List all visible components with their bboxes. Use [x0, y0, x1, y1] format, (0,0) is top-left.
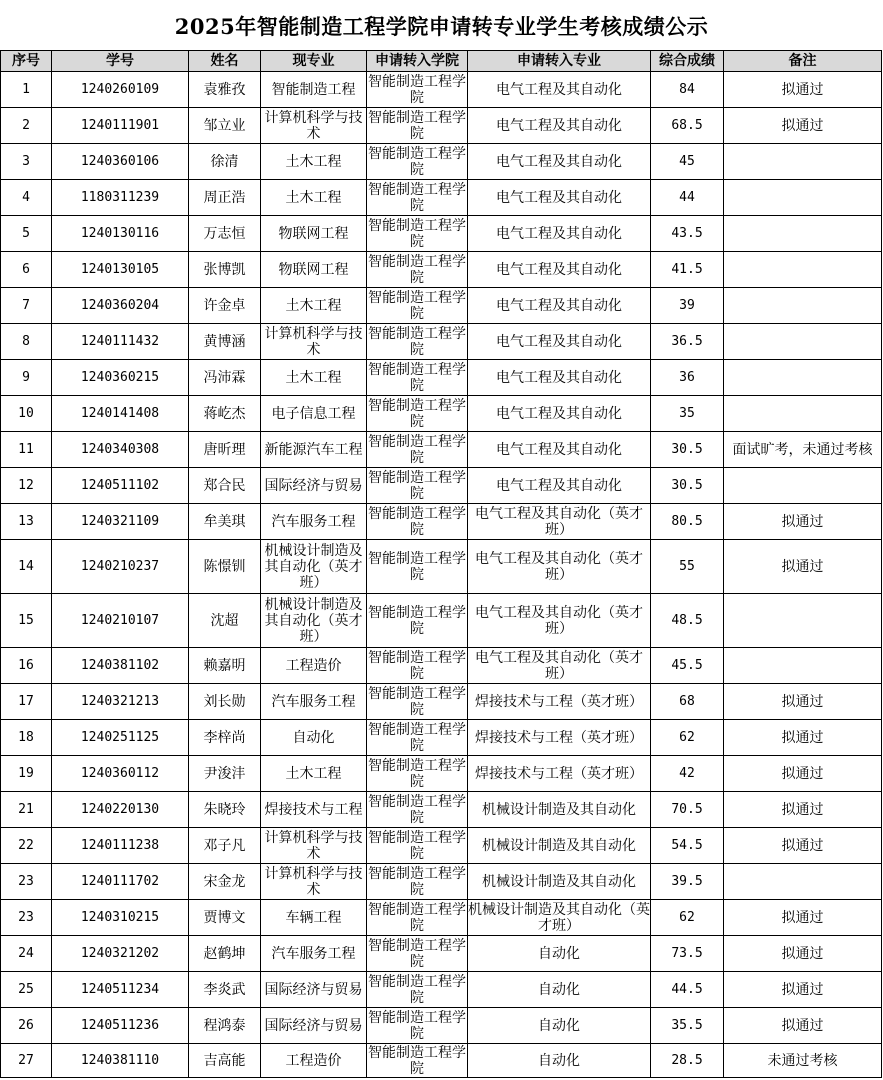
cell-target-college: 智能制造工程学院: [368, 253, 466, 286]
cell-no: 9: [1, 360, 52, 396]
cell-target-major: 焊接技术与工程（英才班）: [468, 684, 651, 720]
table-row: [1, 72, 882, 108]
cell-current-major: 车辆工程: [261, 900, 367, 936]
cell-student-id: 1240260109: [52, 72, 189, 108]
cell-student-id: 1240130116: [52, 216, 189, 252]
cell-target-major: 电气工程及其自动化: [468, 324, 651, 360]
cell-target-college: 智能制造工程学院: [368, 901, 466, 934]
cell-target-college: 智能制造工程学院: [368, 793, 466, 826]
cell-no: 14: [1, 540, 52, 594]
cell-current-major: 汽车服务工程: [261, 684, 367, 720]
cell-note: 拟通过: [724, 900, 882, 936]
cell-score: 73.5: [651, 936, 724, 972]
cell-name: 唐昕理: [189, 432, 261, 468]
cell-student-id: 1240130105: [52, 252, 189, 288]
cell-target-college: 智能制造工程学院: [368, 865, 466, 898]
cell-student-id: 1240111702: [52, 864, 189, 900]
cell-target-major: 电气工程及其自动化: [468, 180, 651, 216]
table-row: [1, 648, 882, 684]
cell-name: 蒋屹杰: [189, 396, 261, 432]
cell-current-major: 计算机科学与技术: [261, 324, 367, 360]
cell-name: 朱晓玲: [189, 792, 261, 828]
cell-current-major: 土木工程: [261, 288, 367, 324]
cell-score: 45.5: [651, 648, 724, 684]
cell-name: 陈憬钏: [189, 540, 261, 594]
cell-current-major: 工程造价: [261, 1044, 367, 1078]
cell-student-id: 1240220130: [52, 792, 189, 828]
cell-student-id: 1240310215: [52, 900, 189, 936]
cell-no: 21: [1, 792, 52, 828]
cell-current-major: 汽车服务工程: [261, 936, 367, 972]
cell-student-id: 1240111238: [52, 828, 189, 864]
cell-score: 62: [651, 720, 724, 756]
cell-note: [724, 648, 882, 684]
cell-name: 袁雅孜: [189, 72, 261, 108]
cell-student-id: 1240210237: [52, 540, 189, 594]
cell-student-id: 1240381110: [52, 1044, 189, 1078]
cell-current-major: 汽车服务工程: [261, 504, 367, 540]
cell-score: 54.5: [651, 828, 724, 864]
cell-target-college: 智能制造工程学院: [368, 361, 466, 394]
cell-current-major: 土木工程: [261, 756, 367, 792]
col-header-note: 备注: [724, 51, 882, 72]
cell-no: 26: [1, 1008, 52, 1044]
cell-note: [724, 216, 882, 252]
cell-note: 拟通过: [724, 828, 882, 864]
results-table: [0, 50, 882, 1078]
cell-current-major: 土木工程: [261, 180, 367, 216]
cell-note: [724, 180, 882, 216]
cell-name: 张博凯: [189, 252, 261, 288]
cell-score: 36.5: [651, 324, 724, 360]
header-row: [1, 51, 882, 72]
cell-student-id: 1240511102: [52, 468, 189, 504]
cell-note: 拟通过: [724, 1008, 882, 1044]
cell-name: 郑合民: [189, 468, 261, 504]
cell-current-major: 土木工程: [261, 144, 367, 180]
table-row: [1, 864, 882, 900]
cell-no: 23: [1, 900, 52, 936]
table-row: [1, 180, 882, 216]
cell-student-id: 1240360215: [52, 360, 189, 396]
cell-note: [724, 468, 882, 504]
cell-target-college: 智能制造工程学院: [368, 145, 466, 178]
cell-name: 黄博涵: [189, 324, 261, 360]
cell-current-major: 机械设计制造及其自动化（英才班）: [261, 540, 367, 594]
cell-name: 赵鹤坤: [189, 936, 261, 972]
cell-no: 6: [1, 252, 52, 288]
cell-student-id: 1240141408: [52, 396, 189, 432]
table-row: [1, 288, 882, 324]
cell-target-college: 智能制造工程学院: [368, 1009, 466, 1042]
cell-target-college: 智能制造工程学院: [368, 217, 466, 250]
cell-target-major: 自动化: [468, 936, 651, 972]
table-row: [1, 504, 882, 540]
cell-current-major: 国际经济与贸易: [261, 972, 367, 1008]
cell-target-major: 焊接技术与工程（英才班）: [468, 720, 651, 756]
cell-student-id: 1240381102: [52, 648, 189, 684]
cell-target-major: 电气工程及其自动化（英才班）: [468, 594, 651, 648]
cell-score: 45: [651, 144, 724, 180]
table-row: [1, 144, 882, 180]
cell-score: 80.5: [651, 504, 724, 540]
cell-target-college: 智能制造工程学院: [368, 325, 466, 358]
cell-target-major: 电气工程及其自动化: [468, 108, 651, 144]
cell-target-major: 电气工程及其自动化: [468, 288, 651, 324]
cell-target-college: 智能制造工程学院: [368, 649, 466, 682]
cell-name: 沈超: [189, 594, 261, 648]
cell-score: 55: [651, 540, 724, 594]
cell-note: [724, 288, 882, 324]
table-row: [1, 396, 882, 432]
cell-target-major: 自动化: [468, 1008, 651, 1044]
cell-target-major: 电气工程及其自动化: [468, 396, 651, 432]
cell-current-major: 物联网工程: [261, 252, 367, 288]
cell-current-major: 新能源汽车工程: [261, 432, 367, 468]
cell-no: 3: [1, 144, 52, 180]
col-header-id: 学号: [52, 51, 189, 72]
cell-score: 68: [651, 684, 724, 720]
cell-name: 李梓尚: [189, 720, 261, 756]
cell-note: 拟通过: [724, 792, 882, 828]
cell-target-college: 智能制造工程学院: [368, 1044, 466, 1077]
col-header-major: 现专业: [261, 51, 367, 72]
cell-name: 邓子凡: [189, 828, 261, 864]
cell-target-major: 电气工程及其自动化: [468, 432, 651, 468]
cell-target-college: 智能制造工程学院: [368, 433, 466, 466]
cell-no: 24: [1, 936, 52, 972]
cell-note: 拟通过: [724, 540, 882, 594]
cell-current-major: 计算机科学与技术: [261, 108, 367, 144]
cell-score: 35.5: [651, 1008, 724, 1044]
cell-target-major: 机械设计制造及其自动化（英才班）: [468, 901, 650, 934]
cell-target-college: 智能制造工程学院: [368, 181, 466, 214]
cell-score: 68.5: [651, 108, 724, 144]
cell-current-major: 焊接技术与工程: [261, 792, 367, 828]
cell-target-college: 智能制造工程学院: [368, 829, 466, 862]
cell-note: 拟通过: [724, 936, 882, 972]
cell-no: 19: [1, 756, 52, 792]
cell-note: 拟通过: [724, 504, 882, 540]
cell-name: 尹浚沣: [189, 756, 261, 792]
cell-score: 43.5: [651, 216, 724, 252]
cell-note: [724, 594, 882, 648]
cell-score: 62: [651, 900, 724, 936]
table-row: [1, 756, 882, 792]
cell-no: 11: [1, 432, 52, 468]
cell-student-id: 1240321202: [52, 936, 189, 972]
table-row: [1, 432, 882, 468]
cell-no: 1: [1, 72, 52, 108]
cell-note: [724, 324, 882, 360]
cell-name: 贾博文: [189, 900, 261, 936]
cell-target-major: 自动化: [468, 1044, 651, 1078]
cell-score: 44: [651, 180, 724, 216]
cell-name: 吉高能: [189, 1044, 261, 1078]
table-row: [1, 324, 882, 360]
cell-note: 拟通过: [724, 972, 882, 1008]
cell-current-major: 机械设计制造及其自动化（英才班）: [261, 594, 367, 648]
cell-note: 未通过考核: [724, 1044, 882, 1078]
cell-no: 10: [1, 396, 52, 432]
cell-name: 程鸿泰: [189, 1008, 261, 1044]
cell-student-id: 1240111432: [52, 324, 189, 360]
cell-score: 28.5: [651, 1044, 724, 1078]
col-header-name: 姓名: [189, 51, 261, 72]
cell-no: 8: [1, 324, 52, 360]
table-row: [1, 720, 882, 756]
cell-name: 许金卓: [189, 288, 261, 324]
table-row: [1, 360, 882, 396]
cell-target-college: 智能制造工程学院: [368, 757, 466, 790]
cell-note: 拟通过: [724, 756, 882, 792]
cell-no: 22: [1, 828, 52, 864]
cell-name: 李炎武: [189, 972, 261, 1008]
cell-score: 84: [651, 72, 724, 108]
cell-target-college: 智能制造工程学院: [368, 937, 466, 970]
table-row: [1, 936, 882, 972]
table-row: [1, 1008, 882, 1044]
cell-score: 39.5: [651, 864, 724, 900]
cell-target-major: 电气工程及其自动化: [468, 252, 651, 288]
table-row: [1, 468, 882, 504]
cell-target-college: 智能制造工程学院: [368, 505, 466, 538]
cell-score: 48.5: [651, 594, 724, 648]
cell-target-college: 智能制造工程学院: [368, 469, 466, 502]
cell-note: [724, 864, 882, 900]
cell-note: 拟通过: [724, 108, 882, 144]
cell-target-college: 智能制造工程学院: [367, 540, 468, 594]
cell-no: 18: [1, 720, 52, 756]
cell-name: 邹立业: [189, 108, 261, 144]
cell-note: 拟通过: [724, 684, 882, 720]
cell-target-major: 电气工程及其自动化: [468, 144, 651, 180]
cell-target-major: 机械设计制造及其自动化: [468, 792, 651, 828]
cell-score: 35: [651, 396, 724, 432]
cell-target-major: 电气工程及其自动化: [468, 468, 651, 504]
table-row: [1, 1044, 882, 1078]
cell-target-college: 智能制造工程学院: [368, 973, 466, 1006]
table-row: [1, 684, 882, 720]
cell-score: 44.5: [651, 972, 724, 1008]
cell-name: 周正浩: [189, 180, 261, 216]
cell-target-college: 智能制造工程学院: [368, 685, 466, 718]
cell-target-major: 机械设计制造及其自动化: [468, 864, 651, 900]
table-row: [1, 252, 882, 288]
table-body: [1, 72, 882, 1078]
cell-current-major: 智能制造工程: [261, 72, 367, 108]
cell-no: 12: [1, 468, 52, 504]
cell-student-id: 1240321213: [52, 684, 189, 720]
table-row: [1, 972, 882, 1008]
cell-student-id: 1240321109: [52, 504, 189, 540]
cell-no: 27: [1, 1044, 52, 1078]
cell-no: 7: [1, 288, 52, 324]
cell-student-id: 1240511236: [52, 1008, 189, 1044]
cell-current-major: 物联网工程: [261, 216, 367, 252]
table-row: [1, 216, 882, 252]
cell-no: 17: [1, 684, 52, 720]
cell-note: [724, 396, 882, 432]
cell-name: 牟美琪: [189, 504, 261, 540]
cell-target-college: 智能制造工程学院: [368, 109, 466, 142]
cell-score: 30.5: [651, 432, 724, 468]
cell-target-college: 智能制造工程学院: [368, 73, 466, 106]
cell-target-major: 电气工程及其自动化: [468, 216, 651, 252]
cell-current-major: 计算机科学与技术: [261, 864, 367, 900]
cell-no: 15: [1, 594, 52, 648]
cell-current-major: 国际经济与贸易: [261, 468, 367, 504]
cell-no: 23: [1, 864, 52, 900]
cell-name: 万志恒: [189, 216, 261, 252]
cell-note: [724, 252, 882, 288]
cell-score: 36: [651, 360, 724, 396]
cell-student-id: 1240111901: [52, 108, 189, 144]
table-row: [1, 792, 882, 828]
table-row: [1, 540, 882, 594]
cell-student-id: 1240360106: [52, 144, 189, 180]
cell-current-major: 土木工程: [261, 360, 367, 396]
cell-student-id: 1240360204: [52, 288, 189, 324]
cell-note: 面试旷考，未通过考核: [724, 432, 882, 468]
cell-current-major: 国际经济与贸易: [261, 1008, 367, 1044]
cell-note: 拟通过: [724, 720, 882, 756]
cell-student-id: 1240511234: [52, 972, 189, 1008]
cell-no: 4: [1, 180, 52, 216]
cell-no: 13: [1, 504, 52, 540]
cell-student-id: 1240210107: [52, 594, 189, 648]
cell-name: 赖嘉明: [189, 648, 261, 684]
cell-target-major: 机械设计制造及其自动化: [468, 828, 651, 864]
cell-target-major: 自动化: [468, 972, 651, 1008]
cell-score: 39: [651, 288, 724, 324]
table-row: [1, 900, 882, 936]
col-header-no: 序号: [1, 51, 52, 72]
page-title: 2025年智能制造工程学院申请转专业学生考核成绩公示: [174, 14, 709, 39]
cell-student-id: 1180311239: [52, 180, 189, 216]
cell-no: 16: [1, 648, 52, 684]
cell-note: 拟通过: [724, 72, 882, 108]
cell-student-id: 1240251125: [52, 720, 189, 756]
cell-name: 宋金龙: [189, 864, 261, 900]
cell-student-id: 1240360112: [52, 756, 189, 792]
cell-current-major: 计算机科学与技术: [261, 828, 367, 864]
cell-note: [724, 360, 882, 396]
cell-target-major: 电气工程及其自动化（英才班）: [468, 648, 651, 684]
cell-target-major: 电气工程及其自动化（英才班）: [468, 504, 651, 540]
cell-target-college: 智能制造工程学院: [367, 594, 468, 648]
cell-target-college: 智能制造工程学院: [368, 397, 466, 430]
table-row: [1, 828, 882, 864]
cell-name: 徐清: [189, 144, 261, 180]
cell-no: 25: [1, 972, 52, 1008]
cell-target-major: 焊接技术与工程（英才班）: [468, 756, 651, 792]
col-header-college: 申请转入学院: [367, 51, 468, 72]
col-header-target: 申请转入专业: [468, 51, 651, 72]
col-header-score: 综合成绩: [651, 51, 724, 72]
cell-target-college: 智能制造工程学院: [368, 721, 466, 754]
cell-student-id: 1240340308: [52, 432, 189, 468]
cell-score: 41.5: [651, 252, 724, 288]
cell-score: 42: [651, 756, 724, 792]
table-row: [1, 594, 882, 648]
cell-current-major: 自动化: [261, 720, 367, 756]
table-row: [1, 108, 882, 144]
cell-target-college: 智能制造工程学院: [368, 289, 466, 322]
cell-name: 刘长勋: [189, 684, 261, 720]
cell-target-major: 电气工程及其自动化（英才班）: [468, 540, 651, 594]
cell-current-major: 电子信息工程: [261, 396, 367, 432]
cell-score: 70.5: [651, 792, 724, 828]
cell-target-major: 电气工程及其自动化: [468, 72, 651, 108]
cell-no: 2: [1, 108, 52, 144]
cell-name: 冯沛霖: [189, 360, 261, 396]
cell-no: 5: [1, 216, 52, 252]
cell-note: [724, 144, 882, 180]
cell-score: 30.5: [651, 468, 724, 504]
cell-current-major: 工程造价: [261, 648, 367, 684]
cell-target-major: 电气工程及其自动化: [468, 360, 651, 396]
